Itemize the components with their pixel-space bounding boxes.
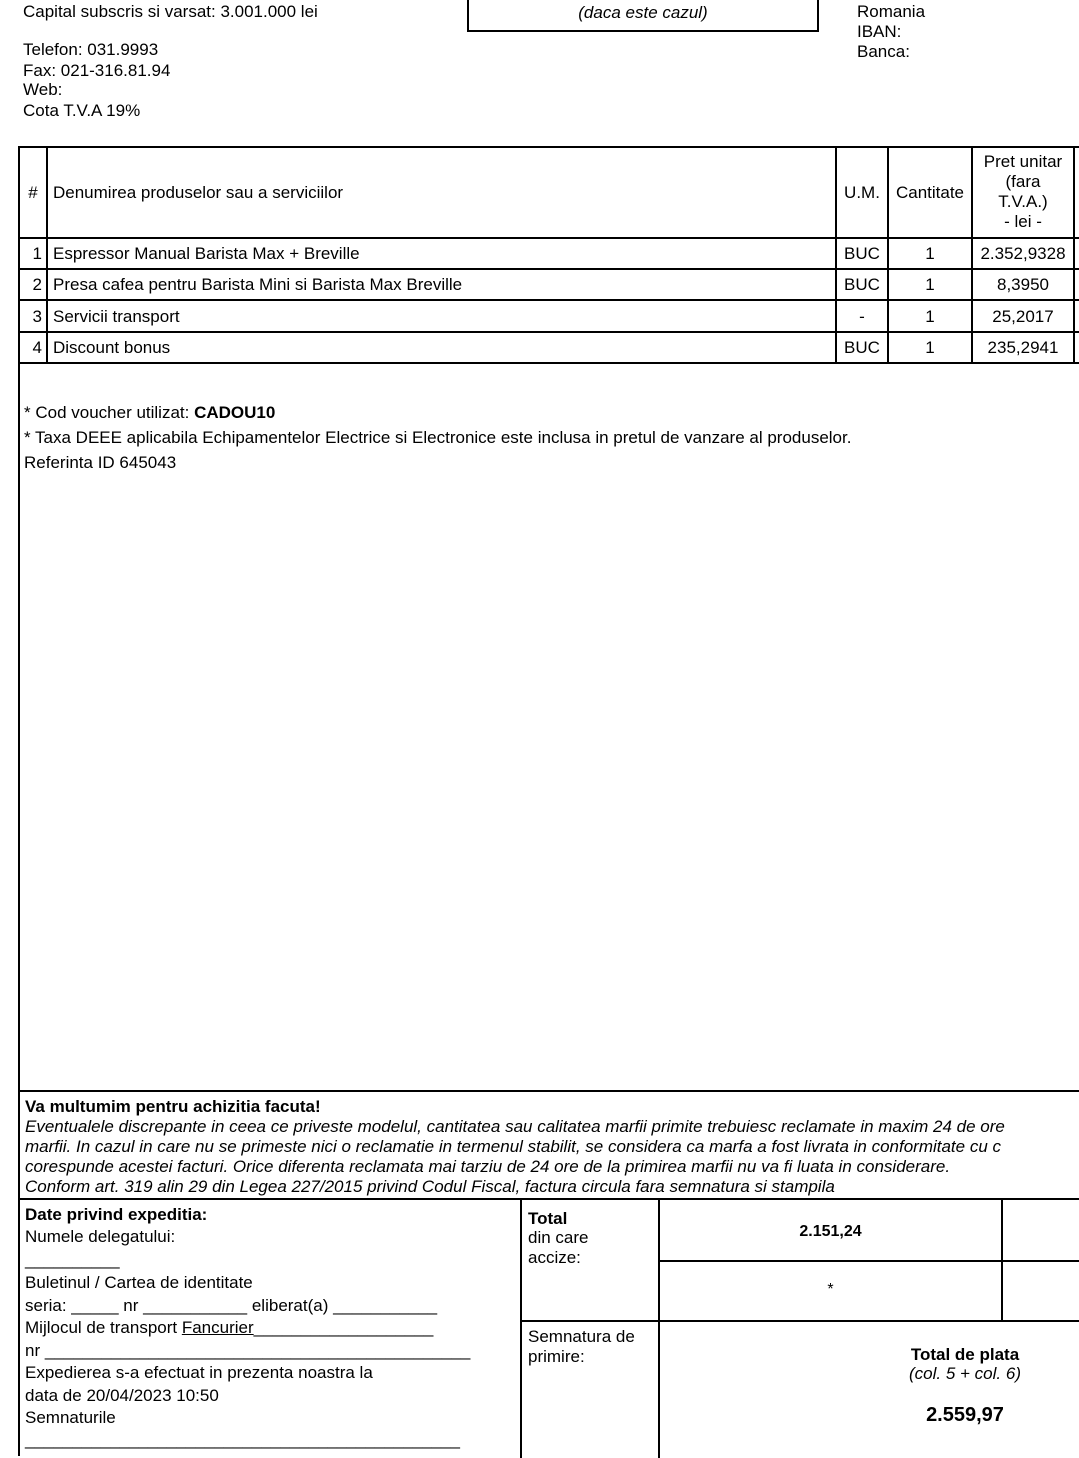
disclaimer-line: marfii. In cazul in care nu se primeste nici o reclamatie in termenul stabilit, se considera ca marfa a fost livrata in conformitate cu c: [25, 1137, 1002, 1156]
header-note-box: [467, 0, 819, 32]
transport-value: Fancurier: [181, 1318, 254, 1337]
excise-label-line1: din care: [528, 1228, 589, 1247]
bottom-col-divider: [520, 1198, 522, 1458]
row-num: 1: [32, 244, 42, 263]
row-name: Presa cafea pentru Barista Mini si Barista Max Breville: [53, 275, 463, 294]
transport-blank: ___________________: [253, 1318, 434, 1337]
bottom-col-divider: [1001, 1198, 1003, 1320]
header-note: (daca este cazul): [578, 3, 708, 22]
table-row-divider: [18, 268, 1079, 270]
header-price-line3: T.V.A.): [998, 192, 1048, 211]
shipping-date: data de 20/04/2023 10:50: [25, 1386, 219, 1405]
capital-text: Capital subscris si varsat: 3.001.000 lei: [23, 2, 318, 21]
fax-text: Fax: 021-316.81.94: [23, 61, 171, 80]
web-text: Web:: [23, 80, 63, 99]
total-label: Total: [528, 1209, 568, 1228]
reference-id: Referinta ID 645043: [24, 453, 177, 472]
table-row-divider: [18, 237, 1079, 239]
table-row-divider: [18, 362, 1079, 364]
header-name: Denumirea produselor sau a serviciilor: [53, 183, 344, 202]
table-row-divider: [18, 299, 1079, 301]
row-qty: 1: [925, 275, 935, 294]
signature-line: ______________________________________________: [25, 1430, 460, 1449]
delegate-blank: __________: [25, 1250, 120, 1269]
receipt-signature-line2: primire:: [528, 1347, 585, 1366]
table-row-divider: [18, 331, 1079, 333]
bottom-top-border: [18, 1198, 1079, 1200]
disclaimer-line: corespunde acestei facturi. Orice diferenta reclamata mai tarziu de 24 ore de la primirea marfii nu va fi luata in considerare.: [25, 1157, 951, 1176]
bank-text: Banca:: [857, 42, 910, 61]
grand-total-value: 2.559,97: [926, 1404, 1004, 1426]
voucher-note: [24, 403, 275, 423]
presence-text: Expedierea s-a efectuat in prezenta noastra la: [25, 1363, 373, 1382]
id-series-line: seria: _____ nr ___________ eliberat(a) ___________: [25, 1296, 438, 1315]
deee-note: * Taxa DEEE aplicabila Echipamentelor Electrice si Electronice este inclusa in pretul de vanzare al produselor.: [24, 428, 852, 447]
total-value: 2.151,24: [799, 1223, 862, 1240]
voucher-code: CADOU10: [194, 403, 276, 422]
receipt-signature-line1: Semnatura de: [528, 1327, 635, 1346]
excise-value: *: [827, 1281, 834, 1298]
table-col-divider: [1073, 146, 1075, 363]
row-qty: 1: [925, 338, 935, 357]
row-name: Espressor Manual Barista Max + Breville: [53, 244, 360, 263]
transport-prefix: Mijlocul de transport: [25, 1318, 182, 1337]
row-qty: 1: [925, 244, 935, 263]
country-text: Romania: [857, 2, 926, 21]
row-name: Servicii transport: [53, 307, 180, 326]
row-um: -: [859, 307, 865, 326]
row-name: Discount bonus: [53, 338, 171, 357]
header-um: U.M.: [844, 183, 880, 202]
table-col-divider: [46, 146, 48, 363]
disclaimer-line: Conform art. 319 alin 29 din Legea 227/2015 privind Codul Fiscal, factura circula fara semnatura si stampila: [25, 1177, 835, 1196]
row-um: BUC: [844, 244, 880, 263]
header-qty: Cantitate: [895, 183, 965, 202]
row-num: 2: [32, 275, 42, 294]
row-num: 4: [32, 338, 42, 357]
delegate-label: Numele delegatului:: [25, 1227, 176, 1246]
shipping-title: Date privind expeditia:: [25, 1205, 208, 1224]
header-price-line4: - lei -: [1004, 212, 1042, 231]
frame-top-border: [18, 146, 1079, 148]
vat-rate-text: Cota T.V.A 19%: [23, 101, 141, 120]
row-price: 25,2017: [992, 307, 1054, 326]
thanks-title: Va multumim pentru achizitia facuta!: [25, 1097, 321, 1116]
row-price: 8,3950: [997, 275, 1049, 294]
header-price-line2: (fara: [1005, 172, 1041, 191]
thanks-top-border: [18, 1090, 1079, 1092]
transport-line: [25, 1318, 433, 1338]
grand-total-note: (col. 5 + col. 6): [909, 1364, 1021, 1383]
disclaimer-line: Eventualele discrepante in ceea ce priveste modelul, cantitatea sau calitatea marfii primite trebuiesc reclamate in maxim 24 de ore: [25, 1117, 1005, 1136]
bottom-row-divider: [658, 1260, 1079, 1262]
grand-total-label: Total de plata: [910, 1345, 1020, 1364]
signatures-label: Semnaturile: [25, 1408, 116, 1427]
row-um: BUC: [844, 338, 880, 357]
phone-text: Telefon: 031.9993: [23, 40, 159, 59]
row-um: BUC: [844, 275, 880, 294]
id-card-label: Buletinul / Cartea de identitate: [25, 1273, 253, 1292]
header-price-line1: Pret unitar: [983, 152, 1063, 171]
row-num: 3: [32, 307, 42, 326]
row-price: 235,2941: [987, 338, 1059, 357]
row-qty: 1: [925, 307, 935, 326]
excise-label-line2: accize:: [528, 1248, 581, 1267]
row-price: 2.352,9328: [980, 244, 1066, 263]
bottom-row-divider: [520, 1320, 1079, 1322]
nr-line: nr _____________________________________________: [25, 1341, 471, 1360]
header-num: #: [28, 183, 38, 202]
voucher-prefix: * Cod voucher utilizat:: [24, 403, 195, 422]
iban-text: IBAN:: [857, 22, 902, 41]
